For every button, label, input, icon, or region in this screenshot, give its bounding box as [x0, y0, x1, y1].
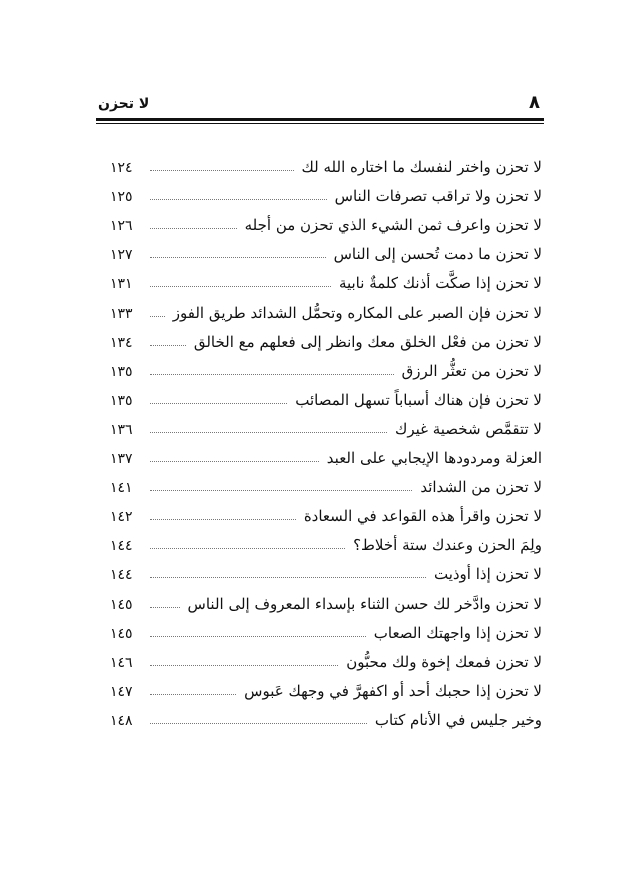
dot-leader — [150, 315, 165, 317]
toc-entry-page: ١٢٧ — [110, 247, 133, 264]
toc-entry-title: لا تحزن إذا حجبك أحد أو اكفهرَّ في وجهك عَبوس — [244, 681, 542, 700]
toc-entry — [110, 262, 542, 291]
dot-leader — [150, 227, 237, 229]
toc-entry — [110, 204, 542, 233]
toc-entry — [110, 321, 542, 350]
toc-entry-title: لا تحزن فإن الصبر على المكاره وتحمُّل الشدائد طريق الفوز — [172, 303, 542, 322]
dot-leader — [150, 402, 287, 404]
toc-entry-page: ١٤٦ — [110, 654, 133, 671]
toc-entry — [110, 466, 542, 495]
toc-entry-page: ١٢٤ — [110, 160, 133, 177]
dot-leader — [150, 256, 326, 258]
toc-entry-title: لا تحزن من الشدائد — [420, 478, 542, 497]
toc-entry-title: لا تحزن واختر لنفسك ما اختاره الله لك — [301, 158, 542, 177]
toc-entry — [110, 437, 542, 466]
toc-entry-title: لا تحزن فمعك إخوة ولك محبُّون — [346, 652, 542, 671]
toc-entry-title: لا تحزن فإن هناك أسباباً تسهل المصائب — [295, 390, 542, 409]
dot-leader — [150, 198, 327, 200]
dot-leader — [150, 576, 426, 578]
toc-entry — [110, 350, 542, 379]
toc-entry-page: ١٣٤ — [110, 334, 133, 351]
toc-entry-page: ١٣١ — [110, 276, 133, 293]
toc-entry-title: لا تتقمَّص شخصية غيرك — [394, 419, 542, 438]
dot-leader — [150, 431, 387, 433]
toc-entry-page: ١٣٥ — [110, 363, 133, 380]
header-rule-thick — [96, 118, 544, 121]
toc-entry-title: لا تحزن من فعْل الخلق معك وانظر إلى فعلهم مع الخالق — [193, 332, 542, 351]
toc-entry-title: لا تحزن إذا أوذيت — [433, 565, 542, 584]
toc-entry-title: لا تحزن إذا واجهتك الصعاب — [373, 623, 542, 642]
running-header — [96, 92, 544, 120]
dot-leader — [150, 489, 412, 491]
toc-entry-title: لا تحزن من تعثُّر الرزق — [401, 361, 542, 380]
dot-leader — [150, 518, 296, 520]
dot-leader — [150, 285, 331, 287]
toc-entry — [110, 495, 542, 524]
toc-entry-page: ١٣٣ — [110, 305, 133, 322]
toc-entry — [110, 641, 542, 670]
header-rule-thin — [96, 123, 544, 124]
toc-entry-page: ١٣٦ — [110, 421, 133, 438]
toc-entry — [110, 146, 542, 175]
table-of-contents — [110, 146, 542, 728]
toc-entry — [110, 670, 542, 699]
toc-entry — [110, 379, 542, 408]
dot-leader — [150, 344, 186, 346]
dot-leader — [150, 460, 319, 462]
toc-entry — [110, 233, 542, 262]
toc-entry-page: ١٤٧ — [110, 683, 133, 700]
toc-entry-title: لا تحزن ولا تراقب تصرفات الناس — [334, 187, 542, 206]
dot-leader — [150, 664, 338, 666]
toc-entry-title: لا تحزن واقرأ هذه القواعد في السعادة — [303, 507, 542, 526]
book-title: لا تحزن — [98, 96, 150, 112]
toc-entry-page: ١٤٨ — [110, 712, 133, 729]
toc-entry — [110, 408, 542, 437]
toc-entry — [110, 175, 542, 204]
toc-entry-page: ١٢٥ — [110, 189, 133, 206]
toc-entry-page: ١٣٧ — [110, 451, 133, 468]
dot-leader — [150, 169, 294, 171]
toc-entry-page: ١٢٦ — [110, 218, 133, 235]
toc-entry-title: لا تحزن إذا صكَّت أذنك كلمةٌ نابية — [338, 274, 542, 293]
toc-entry-page: ١٤٥ — [110, 625, 133, 642]
toc-entry — [110, 612, 542, 641]
toc-entry — [110, 553, 542, 582]
toc-entry — [110, 291, 542, 320]
dot-leader — [150, 373, 394, 375]
toc-entry-page: ١٤٢ — [110, 509, 133, 526]
toc-entry-title: ولِمَ الحزن وعندك ستة أخلاط؟ — [353, 536, 542, 555]
dot-leader — [150, 547, 345, 549]
page-number: ٨ — [529, 92, 540, 113]
toc-entry-page: ١٣٥ — [110, 392, 133, 409]
toc-entry-title: لا تحزن واعرف ثمن الشيء الذي تحزن من أجله — [244, 216, 542, 235]
toc-entry-title: العزلة ومردودها الإيجابي على العبد — [326, 449, 542, 468]
toc-entry-title: وخير جليس في الأنام كتاب — [374, 710, 542, 729]
toc-entry — [110, 582, 542, 611]
toc-entry-page: ١٤٤ — [110, 567, 133, 584]
toc-entry-title: لا تحزن وادَّخر لك حسن الثناء بإسداء المعروف إلى الناس — [187, 594, 542, 613]
toc-entry-page: ١٤١ — [110, 480, 133, 497]
toc-entry-page: ١٤٤ — [110, 538, 133, 555]
toc-entry — [110, 699, 542, 728]
toc-entry — [110, 524, 542, 553]
dot-leader — [150, 722, 367, 724]
dot-leader — [150, 635, 366, 637]
dot-leader — [150, 606, 180, 608]
dot-leader — [150, 693, 236, 695]
toc-entry-page: ١٤٥ — [110, 596, 133, 613]
toc-entry-title: لا تحزن ما دمت تُحسن إلى الناس — [333, 245, 542, 264]
